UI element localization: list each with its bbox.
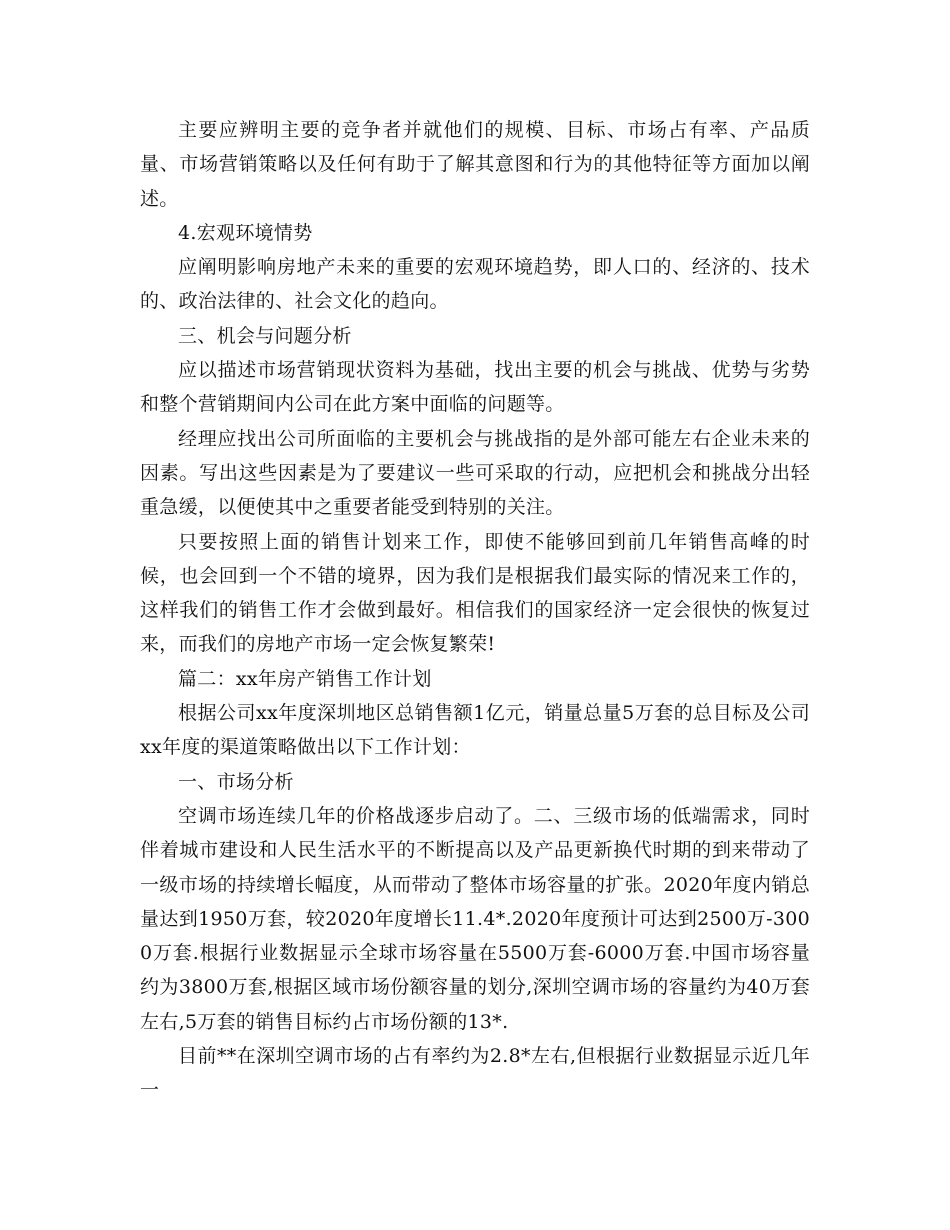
heading-market-analysis: 一、市场分析 xyxy=(178,770,294,793)
paragraph-manager-opportunities: 经理应找出公司所面临的主要机会与挑战指的是外部可能左右企业未来的因素。写出这些因素是为了要建议一些可采取的行动，应把机会和挑战分出轻重急缓，以便使其中之重要者能受到特别的关注。 xyxy=(140,427,810,519)
heading-macro-environment: 4.宏观环境情势 xyxy=(178,221,313,244)
paragraph-competitors: 主要应辨明主要的竞争者并就他们的规模、目标、市场占有率、产品质量、市场营销策略以及任何有助于了解其意图和行为的其他特征等方面加以阐述。 xyxy=(140,119,810,210)
heading-part-two: 篇二：xx年房产销售工作计划 xyxy=(178,667,432,690)
paragraph-opportunity-basis: 应以描述市场营销现状资料为基础，找出主要的机会与挑战、优势与劣势和整个营销期间内公司在此方案中面临的问题等。 xyxy=(140,359,810,416)
paragraph-annual-target: 根据公司xx年度深圳地区总销售额1亿元，销量总量5万套的总目标及公司xx年度的渠道策略做出以下工作计划： xyxy=(140,702,810,759)
paragraph-macro-environment: 应阐明影响房地产未来的重要的宏观环境趋势，即人口的、经济的、技术的、政治法律的、社会文化的趋向。 xyxy=(140,256,810,313)
paragraph-sales-plan-summary: 只要按照上面的销售计划来工作，即使不能够回到前几年销售高峰的时候，也会回到一个不错的境界，因为我们是根据我们最实际的情况来工作的，这样我们的销售工作才会做到最好。相信我们的国家经济一定会很快的恢复过来，而我们的房地产市场一定会恢复繁荣! xyxy=(140,530,810,656)
heading-opportunity-analysis: 三、机会与问题分析 xyxy=(178,324,352,347)
document-body xyxy=(140,113,810,1108)
paragraph-market-analysis: 空调市场连续几年的价格战逐步启动了。二、三级市场的低端需求，同时伴着城市建设和人民生活水平的不断提高以及产品更新换代时期的到来带动了一级市场的持续增长幅度，从而带动了整体市场容量的扩张。2020年度内销总量达到1950万套，较2020年度增长11.4*.2020年度预计可达到2500万-3000万套.根据行业数据显示全球市场容量在5500万套-6000万套.中国市场容量约为3800万套,根据区域市场份额容量的划分,深圳空调市场的容量约为40万套左右,5万套的销售目标约占市场份额的13*. xyxy=(140,804,810,1033)
paragraph-current-share: 目前**在深圳空调市场的占有率约为2.8*左右,但根据行业数据显示近几年一 xyxy=(140,1045,810,1102)
